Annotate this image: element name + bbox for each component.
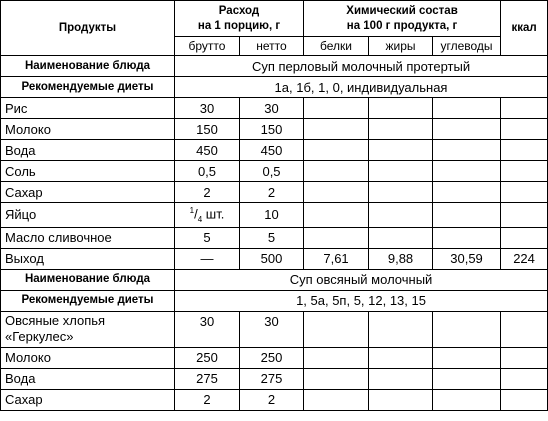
proteins-cell: [304, 98, 369, 119]
proteins-cell: [304, 203, 369, 228]
header-chem-title: Химический состав: [346, 4, 458, 17]
fats-cell: [369, 140, 433, 161]
table-row: [1, 311, 548, 347]
table-row: [1, 203, 548, 228]
brutto-cell: 30: [175, 311, 240, 347]
carbs-cell: 30,59: [433, 248, 501, 269]
netto-cell: 10: [240, 203, 304, 228]
brutto-cell: 450: [175, 140, 240, 161]
netto-cell: 30: [240, 98, 304, 119]
product-cell: Сахар: [1, 182, 175, 203]
fraction-numerator: 1: [189, 206, 195, 215]
table-row: [1, 368, 548, 389]
kcal-cell: [501, 98, 548, 119]
table-row: [1, 182, 548, 203]
fats-cell: [369, 347, 433, 368]
carbs-cell: [433, 389, 501, 410]
kcal-cell: [501, 311, 548, 347]
product-cell: Вода: [1, 368, 175, 389]
carbs-cell: [433, 227, 501, 248]
product-cell: Овсяные хлопья «Геркулес»: [1, 311, 175, 347]
header-brutto: брутто: [175, 37, 240, 56]
dish2-diets: 1, 5а, 5п, 5, 12, 13, 15: [175, 290, 548, 311]
proteins-cell: [304, 311, 369, 347]
proteins-cell: [304, 119, 369, 140]
fats-cell: [369, 389, 433, 410]
brutto-cell: —: [175, 248, 240, 269]
brutto-cell: 5: [175, 227, 240, 248]
header-chem-sub: на 100 г продукта, г: [346, 19, 458, 32]
proteins-cell: [304, 227, 369, 248]
brutto-cell: 2: [175, 182, 240, 203]
proteins-cell: [304, 389, 369, 410]
kcal-cell: [501, 389, 548, 410]
netto-cell: 150: [240, 119, 304, 140]
header-consumption-title: Расход: [218, 4, 260, 17]
netto-cell: 450: [240, 140, 304, 161]
dish2-diet-label: Рекомендуемые диеты: [1, 290, 175, 311]
kcal-cell: [501, 182, 548, 203]
fats-cell: 9,88: [369, 248, 433, 269]
netto-cell: 30: [240, 311, 304, 347]
dish1-diet-row: [1, 77, 548, 98]
kcal-cell: [501, 140, 548, 161]
proteins-cell: [304, 347, 369, 368]
unit-label: шт.: [202, 206, 225, 222]
brutto-cell: 0,5: [175, 161, 240, 182]
header-fats: жиры: [369, 37, 433, 56]
dish2-diet-row: [1, 290, 548, 311]
dish1-name: Суп перловый молочный протертый: [175, 56, 548, 77]
fats-cell: [369, 311, 433, 347]
dish1-diets: 1а, 1б, 1, 0, индивидуальная: [175, 77, 548, 98]
kcal-cell: [501, 347, 548, 368]
dish2-name-row: [1, 269, 548, 290]
dish2-name-label: Наименование блюда: [1, 269, 175, 290]
product-cell: Масло сливочное: [1, 227, 175, 248]
header-consumption: [175, 1, 304, 37]
output-row: [1, 248, 548, 269]
product-cell: Молоко: [1, 347, 175, 368]
header-chem: [304, 1, 501, 37]
header-row-1: [1, 1, 548, 37]
dish1-diet-label: Рекомендуемые диеты: [1, 77, 175, 98]
header-kcal: ккал: [501, 1, 548, 56]
product-cell: Выход: [1, 248, 175, 269]
netto-cell: 2: [240, 389, 304, 410]
fats-cell: [369, 227, 433, 248]
netto-cell: 5: [240, 227, 304, 248]
netto-cell: 250: [240, 347, 304, 368]
product-cell: Вода: [1, 140, 175, 161]
product-cell: Сахар: [1, 389, 175, 410]
table-row: [1, 227, 548, 248]
proteins-cell: [304, 140, 369, 161]
product-cell: Рис: [1, 98, 175, 119]
carbs-cell: [433, 119, 501, 140]
proteins-cell: [304, 161, 369, 182]
header-proteins: белки: [304, 37, 369, 56]
carbs-cell: [433, 347, 501, 368]
fats-cell: [369, 182, 433, 203]
table-row: [1, 389, 548, 410]
fats-cell: [369, 368, 433, 389]
kcal-cell: [501, 227, 548, 248]
header-consumption-sub: на 1 порцию, г: [197, 19, 281, 32]
kcal-cell: [501, 161, 548, 182]
brutto-cell: 250: [175, 347, 240, 368]
dish2-name: Суп овсяный молочный: [175, 269, 548, 290]
header-netto: нетто: [240, 37, 304, 56]
carbs-cell: [433, 98, 501, 119]
carbs-cell: [433, 161, 501, 182]
carbs-cell: [433, 203, 501, 228]
kcal-cell: [501, 368, 548, 389]
kcal-cell: [501, 203, 548, 228]
table-row: [1, 119, 548, 140]
brutto-cell: 30: [175, 98, 240, 119]
fats-cell: [369, 161, 433, 182]
table-row: [1, 347, 548, 368]
product-cell: Яйцо: [1, 203, 175, 228]
brutto-cell: 2: [175, 389, 240, 410]
brutto-cell: 275: [175, 368, 240, 389]
fats-cell: [369, 203, 433, 228]
netto-cell: 0,5: [240, 161, 304, 182]
netto-cell: 500: [240, 248, 304, 269]
netto-cell: 2: [240, 182, 304, 203]
table-row: [1, 161, 548, 182]
table-row: [1, 98, 548, 119]
kcal-cell: [501, 119, 548, 140]
carbs-cell: [433, 140, 501, 161]
fraction-denominator: 4: [197, 214, 203, 224]
table-row: [1, 140, 548, 161]
product-cell: Молоко: [1, 119, 175, 140]
kcal-cell: 224: [501, 248, 548, 269]
proteins-cell: [304, 368, 369, 389]
netto-cell: 275: [240, 368, 304, 389]
carbs-cell: [433, 368, 501, 389]
dish1-name-row: [1, 56, 548, 77]
dish1-name-label: Наименование блюда: [1, 56, 175, 77]
header-carbs: углеводы: [433, 37, 501, 56]
proteins-cell: [304, 182, 369, 203]
fats-cell: [369, 98, 433, 119]
proteins-cell: 7,61: [304, 248, 369, 269]
header-products: Продукты: [1, 1, 175, 56]
brutto-cell: 150: [175, 119, 240, 140]
product-cell: Соль: [1, 161, 175, 182]
carbs-cell: [433, 311, 501, 347]
fats-cell: [369, 119, 433, 140]
brutto-cell: $^1/_4$ шт.: [175, 203, 240, 228]
carbs-cell: [433, 182, 501, 203]
